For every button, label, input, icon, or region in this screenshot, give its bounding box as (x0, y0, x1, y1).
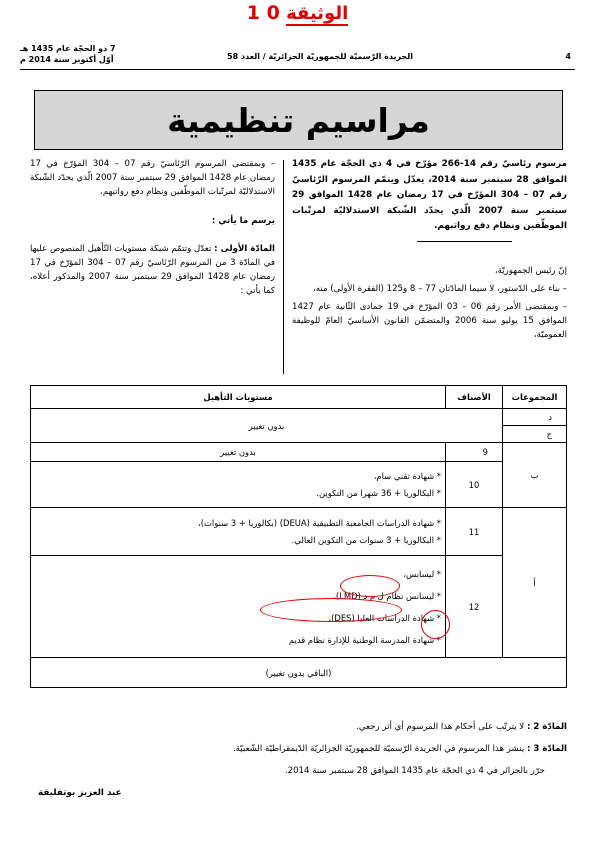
table-row (31, 658, 567, 688)
decree-title: مرسوم رئاسيّ رقم 14-266 مؤرّخ في 4 ذي الحجّة عام 1435 الموافق 28 سبتمبر سنة 2014، يعدّل ويتمّم المرسوم الرّئاسيّ رقم 07 – 304 المؤرّخ في 17 رمضان عام 1428 الموافق 29 سبتمبر سنة 2007 الّذي يحدّد الشّبكة الاستدلاليّة لمرتّبات الموظّفين ونظام دفع رواتبهم. (292, 159, 568, 231)
table-header-row (31, 386, 567, 409)
qualification-table (30, 385, 567, 688)
header-date-greg: أوّل أكتوبر سنة 2014 م (20, 55, 114, 64)
header-date-hijri: 7 ذو الحجّة عام 1435 هـ (20, 44, 116, 53)
highlight-licence-lmd (260, 598, 402, 622)
category-12: 12 (446, 556, 503, 658)
header-rule (20, 69, 575, 70)
level-item: * البكالوريا + 3 سنوات من التكوين العالي. (291, 534, 441, 545)
header-levels: مستويات التأهيل (31, 386, 446, 409)
section-banner-title: مراسيم تنظيمية (167, 100, 430, 140)
signature: عبد العزيز بوتفليقة (38, 788, 122, 798)
article-3 (30, 744, 567, 754)
page-number: 4 (565, 52, 571, 61)
highlight-category-12 (421, 610, 450, 639)
category-11: 11 (446, 508, 503, 556)
president-line: إنّ رئيس الجمهوريّة، (494, 265, 567, 276)
page-header (20, 44, 575, 70)
category-9-levels: بدون تغيير (31, 443, 446, 462)
category-11-levels (31, 508, 446, 556)
right-column (292, 157, 567, 343)
article3-text: ينشر هذا المرسوم في الجريدة الرّسميّة للجمهوريّة الجزائريّة الدّيمقراطيّة الشّعبيّة. (232, 744, 525, 754)
category-9: 9 (446, 443, 503, 462)
document-label-word: الوثيقة (286, 3, 349, 24)
preamble-decree: – وبمقتضى المرسوم الرّئاسيّ رقم 07 – 304 المؤرّخ في 17 رمضان عام 1428 الموافق 29 سبتمبر سنة 2007 الّذي يحدّد الشّبكة الاستدلاليّة لمرتّبات الموظّفين ونظام دفع رواتبهم، (30, 159, 276, 198)
group-b: ب (503, 443, 567, 508)
table-row (31, 508, 567, 556)
group-a: أ (503, 508, 567, 658)
group-j: ج (503, 426, 567, 443)
groups-dj-unchanged: بدون تغيير (31, 409, 503, 443)
preamble-ordinance: – وبمقتضى الأمر رقم 06 – 03 المؤرّخ في 19 جمادى الثّانية عام 1427 الموافق 15 يوليو سنة 2006 والمتضمّن القانون الأساسيّ العامّ للوظيفة العموميّة، (292, 301, 568, 341)
header-categories: الأصناف (446, 386, 503, 409)
highlight-licence (340, 575, 400, 597)
table-row (31, 462, 567, 508)
level-item: * شهادة الدراسات العليا (DES)، (328, 612, 441, 623)
article-2 (30, 722, 567, 732)
rest-unchanged: (الباقي بدون تغيير) (31, 658, 567, 688)
decree-line: يرسم ما يأتي : (211, 215, 275, 226)
column-divider (283, 160, 284, 374)
done-at: حرّر بالجزائر في 4 ذي الحجّة عام 1435 الموافق 28 سبتمبر سنة 2014. (284, 766, 545, 776)
title-rule (417, 241, 512, 242)
article1-label: المادّة الأولى : (214, 243, 275, 254)
preamble-constitution: – بناء على الدّستور، لا سيما المادّتان 77 – 8 و125 (الفقرة الأولى) منه، (312, 283, 567, 294)
group-d: د (503, 409, 567, 426)
level-item: * ليسانس نظام ل م د (LMD)، (333, 590, 441, 601)
document-label-number: 0 1 (246, 2, 280, 24)
article2-label: المادّة 2 : (526, 722, 567, 732)
level-item: * شهادة المدرسة الوطنية للإدارة نظام قديم (288, 634, 441, 645)
left-column (30, 157, 275, 299)
category-10-levels (31, 462, 446, 508)
level-item: * شهادة الدراسات الجامعية التطبيقية (DEUA) (بكالوريا + 3 سنوات)، (198, 517, 441, 528)
level-item: * ليسانس، (403, 568, 441, 579)
article1-text: تعدّل وتتمّم شبكة مستويات التّأهيل المنصوص عليها في المادّة 3 من المرسوم الرّئاسيّ رقم 07 – 304 المؤرّخ في 17 رمضان عام 1428 الموافق 29 سبتمبر سنة 2007 والمذكور أعلاه، كما يأتي : (30, 243, 275, 297)
document-label (0, 2, 595, 24)
journal-title: الجريدة الرّسميّة للجمهوريّة الجزائريّة / العدد 58 (227, 52, 413, 61)
article3-label: المادّة 3 : (526, 744, 567, 754)
table-row (31, 409, 567, 426)
level-item: * البكالوريا + 36 شهرا من التكوين. (316, 487, 441, 498)
table-row (31, 443, 567, 462)
article2-text: لا يترتّب على أحكام هذا المرسوم أي أثر رجعي. (356, 722, 525, 732)
section-banner (34, 90, 563, 150)
level-item: * شهادة تقني سام، (373, 470, 441, 481)
header-groups: المجموعات (503, 386, 567, 409)
category-10: 10 (446, 462, 503, 508)
